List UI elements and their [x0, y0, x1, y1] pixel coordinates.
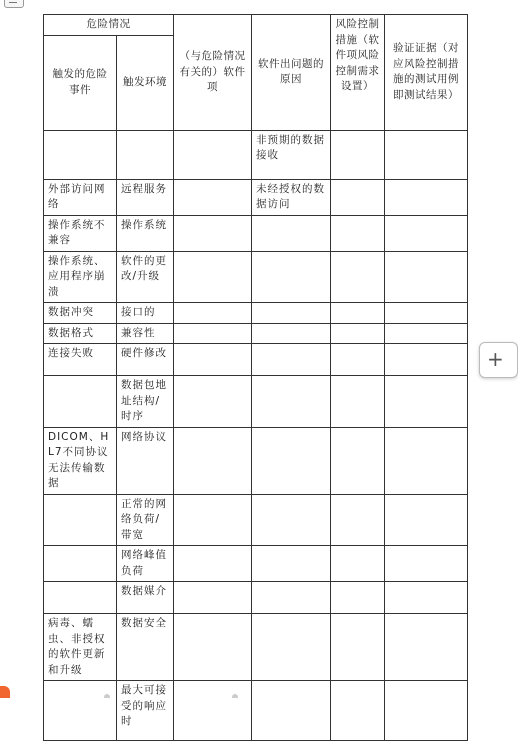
- trigger-event-cell: [44, 582, 117, 614]
- table-row: [44, 215, 468, 251]
- trigger-env-cell: 远程服务: [117, 179, 174, 215]
- trigger-event-cell: [44, 494, 117, 546]
- trigger-env-cell: 操作系统: [117, 215, 174, 251]
- trigger-env-cell: 网络峰值负荷: [117, 546, 174, 582]
- trigger-env-cell: 兼容性: [117, 323, 174, 344]
- trigger-env-cell: [117, 130, 174, 179]
- trigger-env-header: 触发环境: [117, 35, 174, 130]
- table-row: [44, 130, 468, 179]
- cause-cell: [252, 681, 331, 741]
- table-row: [44, 251, 468, 303]
- cause-cell: [252, 376, 331, 428]
- trigger-event-cell: [44, 546, 117, 582]
- software-item-cell: [174, 494, 252, 546]
- table-row: [44, 681, 468, 741]
- trigger-event-cell: 病毒、蠕虫、非授权的软件更新和升级: [44, 614, 117, 681]
- trigger-event-cell: [44, 376, 117, 428]
- trigger-event-cell: [44, 130, 117, 179]
- cause-cell: [252, 546, 331, 582]
- risk-control-cell: [331, 681, 385, 741]
- trigger-event-cell: 数据冲突: [44, 303, 117, 324]
- trigger-env-cell: 软件的更改/升级: [117, 251, 174, 303]
- software-item-cell: [174, 344, 252, 376]
- software-item-cell: [174, 179, 252, 215]
- verification-cell: [385, 582, 468, 614]
- cause-cell: [252, 323, 331, 344]
- risk-control-cell: [331, 546, 385, 582]
- verification-cell: [385, 179, 468, 215]
- cause-cell: 未经授权的数据访问: [252, 179, 331, 215]
- software-item-cell: [174, 614, 252, 681]
- trigger-event-cell: 外部访问网络: [44, 179, 117, 215]
- verification-cell: [385, 323, 468, 344]
- trigger-event-cell: [44, 681, 117, 741]
- risk-control-cell: [331, 344, 385, 376]
- software-item-cell: [174, 215, 252, 251]
- verification-cell: [385, 251, 468, 303]
- software-item-cell: [174, 546, 252, 582]
- risk-control-cell: [331, 582, 385, 614]
- verification-cell: [385, 215, 468, 251]
- table-row: [44, 614, 468, 681]
- risk-control-cell: [331, 179, 385, 215]
- risk-control-cell: [331, 494, 385, 546]
- scroll-dot-icon: [232, 694, 238, 698]
- cause-cell: [252, 614, 331, 681]
- table-row: [44, 582, 468, 614]
- verification-cell: [385, 303, 468, 324]
- trigger-env-cell: 数据安全: [117, 614, 174, 681]
- table-row: [44, 546, 468, 582]
- trigger-event-cell: 操作系统、应用程序崩溃: [44, 251, 117, 303]
- software-item-cell: [174, 427, 252, 494]
- table-row: [44, 323, 468, 344]
- verification-cell: [385, 130, 468, 179]
- trigger-event-cell: 操作系统不兼容: [44, 215, 117, 251]
- software-item-cell: [174, 376, 252, 428]
- brand-mark-icon: [0, 686, 10, 698]
- cause-header: 软件出问题的原因: [252, 15, 331, 131]
- verification-cell: [385, 376, 468, 428]
- cause-cell: [252, 344, 331, 376]
- header-row-1: [44, 15, 468, 36]
- trigger-env-cell: 数据媒介: [117, 582, 174, 614]
- software-item-cell: [174, 251, 252, 303]
- table-row: [44, 179, 468, 215]
- risk-control-cell: [331, 215, 385, 251]
- risk-control-cell: [331, 323, 385, 344]
- trigger-env-cell: 网络协议: [117, 427, 174, 494]
- risk-control-cell: [331, 427, 385, 494]
- trigger-event-header: 触发的危险事件: [44, 35, 117, 130]
- software-item-cell: [174, 130, 252, 179]
- add-button[interactable]: +: [479, 342, 518, 378]
- table-row: [44, 344, 468, 376]
- verification-cell: [385, 344, 468, 376]
- cause-cell: [252, 494, 331, 546]
- risk-control-header: 风险控制措施（软件项风险控制需求设置）: [331, 15, 385, 131]
- software-item-cell: [174, 582, 252, 614]
- collapse-tab-icon[interactable]: [4, 0, 24, 8]
- software-item-cell: [174, 323, 252, 344]
- risk-control-cell: [331, 251, 385, 303]
- trigger-env-cell: 最大可接受的响应时: [117, 681, 174, 741]
- software-item-cell: [174, 303, 252, 324]
- cause-cell: [252, 251, 331, 303]
- trigger-env-cell: 数据包地址结构/时序: [117, 376, 174, 428]
- table-row: [44, 494, 468, 546]
- trigger-event-cell: DICOM、HL7不同协议无法传输数据: [44, 427, 117, 494]
- verification-cell: [385, 681, 468, 741]
- hazard-group-header: 危险情况: [44, 15, 174, 36]
- cause-cell: [252, 303, 331, 324]
- risk-control-cell: [331, 376, 385, 428]
- verification-cell: [385, 427, 468, 494]
- scroll-dot-icon: [104, 694, 110, 698]
- trigger-event-cell: 数据格式: [44, 323, 117, 344]
- cause-cell: [252, 427, 331, 494]
- trigger-env-cell: 接口的: [117, 303, 174, 324]
- risk-analysis-table: [43, 14, 468, 741]
- trigger-event-cell: 连接失败: [44, 344, 117, 376]
- trigger-env-cell: 硬件修改: [117, 344, 174, 376]
- risk-control-cell: [331, 303, 385, 324]
- verification-header: 验证证据（对应风险控制措施的测试用例即测试结果）: [385, 15, 468, 131]
- risk-control-cell: [331, 614, 385, 681]
- cause-cell: [252, 215, 331, 251]
- risk-control-cell: [331, 130, 385, 179]
- software-item-header: （与危险情况有关的）软件项: [174, 15, 252, 131]
- verification-cell: [385, 546, 468, 582]
- cause-cell: 非预期的数据接收: [252, 130, 331, 179]
- trigger-env-cell: 正常的网络负荷/带宽: [117, 494, 174, 546]
- verification-cell: [385, 614, 468, 681]
- table-row: [44, 303, 468, 324]
- verification-cell: [385, 494, 468, 546]
- cause-cell: [252, 582, 331, 614]
- table-row: [44, 427, 468, 494]
- software-item-cell: [174, 681, 252, 741]
- table-row: [44, 376, 468, 428]
